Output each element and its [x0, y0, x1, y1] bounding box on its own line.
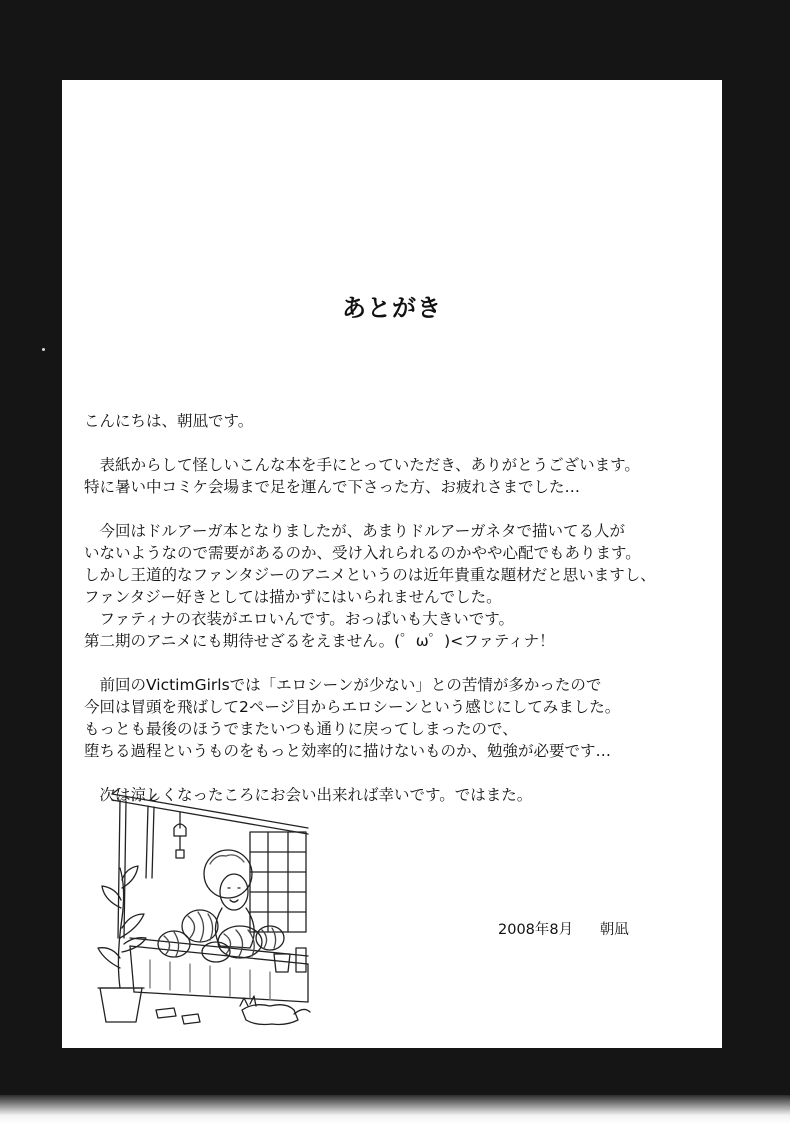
text-line: 第二期のアニメにも期待せざるをえません。(゜ω゜)<ファティナ！	[84, 632, 555, 650]
paragraph-gap	[84, 432, 714, 454]
text-line: ファンタジー好きとしては描かずにはいられませんでした。	[84, 588, 502, 606]
text-line: 表紙からして怪しいこんな本を手にとっていただき、ありがとうございます。	[84, 456, 640, 474]
afterword-page	[62, 80, 722, 1048]
scan-bottom-edge	[0, 1095, 790, 1124]
signature-date: 2008年8月	[498, 922, 574, 938]
text-line: 次は涼しくなったころにお会い出来れば幸いです。ではまた。	[84, 786, 533, 804]
text-line: ファティナの衣装がエロいんです。おっぱいも大きいです。	[84, 610, 514, 628]
afterword-body	[84, 410, 714, 806]
text-line: こんにちは、朝凪です。	[84, 412, 254, 430]
scan-speck	[42, 348, 45, 351]
text-line: 今回は冒頭を飛ばして2ページ目からエロシーンという感じにしてみました。	[84, 698, 621, 716]
signature	[498, 918, 629, 939]
text-line: しかし王道的なファンタジーのアニメというのは近年貴重な題材だと思いますし、	[84, 566, 656, 584]
page-title: あとがき	[342, 294, 442, 322]
text-line: 前回のVictimGirlsでは「エロシーンが少ない」との苦情が多かったので	[84, 676, 602, 694]
porch-watermelon-sketch	[90, 788, 312, 1036]
paragraph-gap	[84, 498, 714, 520]
paragraph-gap	[84, 762, 714, 784]
text-line: 今回はドルアーガ本となりましたが、あまりドルアーガネタで描いてる人が	[84, 522, 625, 540]
text-line: 堕ちる過程というものをもっと効率的に描けないものか、勉強が必要です…	[84, 742, 612, 760]
text-line: もっとも最後のほうでまたいつも通りに戻ってしまったので、	[84, 720, 518, 738]
text-line: 特に暑い中コミケ会場まで足を運んで下さった方、お疲れさまでした…	[84, 478, 581, 496]
paragraph-gap	[84, 652, 714, 674]
signature-author: 朝凪	[599, 922, 629, 938]
text-line: いないようなので需要があるのか、受け入れられるのかやや心配でもあります。	[84, 544, 641, 562]
